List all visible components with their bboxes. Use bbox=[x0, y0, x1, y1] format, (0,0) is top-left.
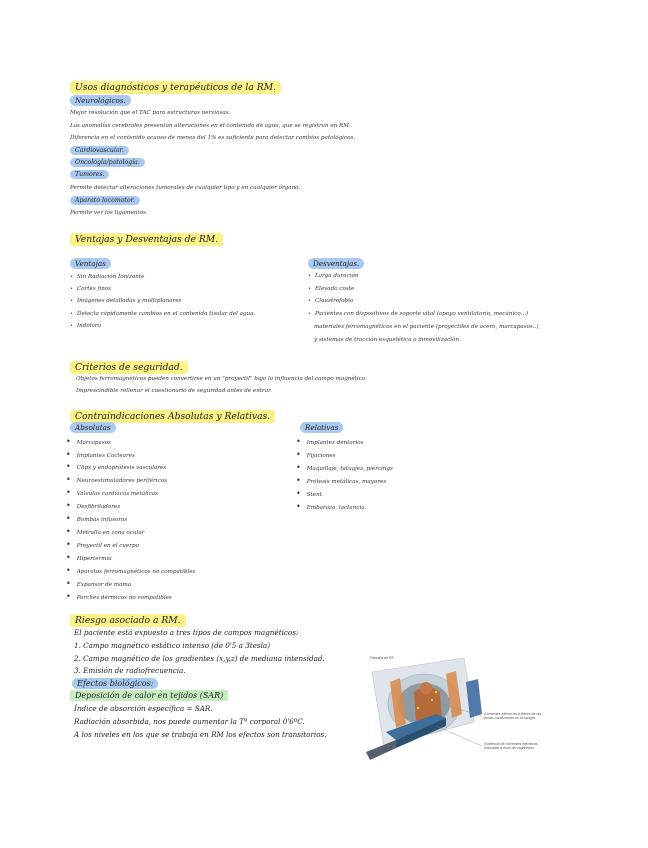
sar-line-1: Índice de absorción específica = SAR. bbox=[74, 704, 213, 713]
absoluta-item: • Expansor de mama bbox=[66, 580, 131, 588]
label-deposicion-calor: Deposición de calor en tejidos (SAR) bbox=[70, 690, 228, 701]
section-title-riesgo: Riesgo asociado a RM. bbox=[70, 614, 186, 627]
desventaja-item: • Claustrofobia bbox=[308, 298, 353, 304]
riesgo-item-3: 3. Emisión de radiofrecuencia. bbox=[74, 666, 186, 675]
absoluta-item: • Implantes Cocleares bbox=[66, 451, 135, 459]
ventaja-item: • Imágenes detalladas y multiplanares bbox=[70, 298, 181, 304]
label-desventajas: Desventajas. bbox=[308, 258, 364, 269]
absoluta-item: • Válvulas cardíacas metálicas bbox=[66, 489, 158, 497]
sar-line-2: Radiación absorbida, nos puede aumentar la Tª corporal 0'6ºC. bbox=[74, 717, 305, 726]
section-title-criterios: Criterios de seguridad. bbox=[70, 361, 188, 374]
loco-line: Permite ver los ligamentos. bbox=[70, 210, 148, 216]
ventaja-item: • Indoloro bbox=[70, 323, 101, 329]
label-ventajas: Ventajas bbox=[70, 258, 111, 269]
neuro-line-1: Mejor resolución que el TAC para estructuras nerviosas. bbox=[70, 110, 231, 116]
absoluta-item: • Metralla en zona ocular bbox=[66, 528, 144, 536]
riesgo-item-2: 2. Campo magnético de los gradientes (x,y,z) de mediana intensidad. bbox=[74, 654, 325, 663]
neuro-line-3: Diferencia en el contenido acuoso de menos del 1% es suficiente para detectar cambios patológicos. bbox=[70, 135, 356, 141]
desventaja-continuation: y sistemas de tracción esquelética o inmovilización. bbox=[314, 337, 461, 343]
criterio-line-2: Imprescindible rellenar el cuestionario de seguridad antes de entrar. bbox=[76, 388, 272, 394]
ventaja-item: • Cortes finos bbox=[70, 286, 111, 292]
label-efectos-biologicos: Efectos biológicos: bbox=[72, 678, 158, 689]
absoluta-item: • Bombas infusoras bbox=[66, 515, 127, 523]
ventaja-item: • Detecta rápidamente cambios en el contenido tisular del agua. bbox=[70, 311, 255, 317]
relativa-item: • Stent bbox=[296, 490, 322, 498]
relativa-item: • Implantes dentarios bbox=[296, 438, 364, 446]
relativa-item: • Embarazo, lactancia. bbox=[296, 503, 366, 511]
sar-line-3: A los niveles en los que se trabaja en RM los efectos son transitorios. bbox=[74, 730, 327, 739]
desventaja-item: • Pacientes con dispositivos de soporte vital (apoyo ventilatorio, mecánico...) bbox=[308, 311, 528, 317]
relativa-item: • Maquillaje, tatuajes, piercings bbox=[296, 464, 393, 472]
desventaja-continuation: materiales ferromagnéticos en el paciente (proyectiles de acero, marcapasos..), bbox=[314, 324, 541, 330]
absoluta-item: • Hipertermia bbox=[66, 554, 112, 562]
absoluta-item: • Neuroestimuladores periféricos bbox=[66, 476, 167, 484]
ventaja-item: • Sin Radiación Ionizante bbox=[70, 274, 144, 280]
label-relativas: Relativas bbox=[300, 422, 343, 433]
tumor-line: Permite detectar alteraciones tumorales de cualquier tipo y en cualquier órgano. bbox=[70, 185, 301, 191]
riesgo-intro: El paciente está expuesto a tres tipos de campos magnéticos: bbox=[74, 628, 299, 637]
label-cardiovascular: Cardiovascular. bbox=[70, 146, 129, 155]
label-aparato-locomotor: Aparato locomotor. bbox=[70, 196, 140, 205]
mri-scanner-figure bbox=[366, 652, 552, 762]
absoluta-item: • Parches dérmicos no compatibles bbox=[66, 593, 172, 601]
figure-label-corrientes: Corrientes eléctricas a través de las zonas conductoras en la sangre bbox=[484, 712, 542, 720]
figure-label-pantalla: Pantalla de RF bbox=[370, 656, 394, 660]
absoluta-item: • Proyectil en el cuerpo bbox=[66, 541, 139, 549]
section-title-usos: Usos diagnósticos y terapéuticos de la RM. bbox=[70, 81, 281, 94]
figure-label-evidencia: Evidencia de corrientes eléctricas inducidas a nivel del organismo bbox=[484, 742, 538, 750]
absoluta-item: • Marcapasos bbox=[66, 438, 111, 446]
absoluta-item: • Desfibriladores bbox=[66, 502, 120, 510]
criterio-line-1: Objetos ferromagnéticos pueden convertirse en un "proyectil" bajo la influencia del campo magnético. bbox=[76, 376, 367, 382]
label-absolutas: Absolutas bbox=[70, 422, 116, 433]
neuro-line-2: Las anomalías cerebrales presentan alteraciones en el contenido de agua, que se registran en RM. bbox=[70, 123, 351, 129]
label-oncologia: Oncología/patología. bbox=[70, 158, 145, 167]
riesgo-item-1: 1. Campo magnético estático intenso (de 0'5 a 3tesla) bbox=[74, 641, 271, 650]
relativa-item: • Fijaciones bbox=[296, 451, 336, 459]
label-tumores: Tumores. bbox=[70, 170, 109, 179]
section-title-contraindicaciones: Contraindicaciones Absolutas y Relativas. bbox=[70, 410, 275, 423]
absoluta-item: • Aparatos ferromagnéticos no compatibles bbox=[66, 567, 195, 575]
label-neurologicos: Neurológicos. bbox=[70, 95, 131, 106]
desventaja-item: • Elevado coste bbox=[308, 286, 354, 292]
relativa-item: • Prótesis metálicas, mayores bbox=[296, 477, 386, 485]
desventaja-item: • Larga duración bbox=[308, 273, 358, 279]
absoluta-item: • Clips y endoprótesis vasculares bbox=[66, 463, 166, 471]
section-title-ventajas-desventajas: Ventajas y Desventajas de RM. bbox=[70, 233, 223, 246]
